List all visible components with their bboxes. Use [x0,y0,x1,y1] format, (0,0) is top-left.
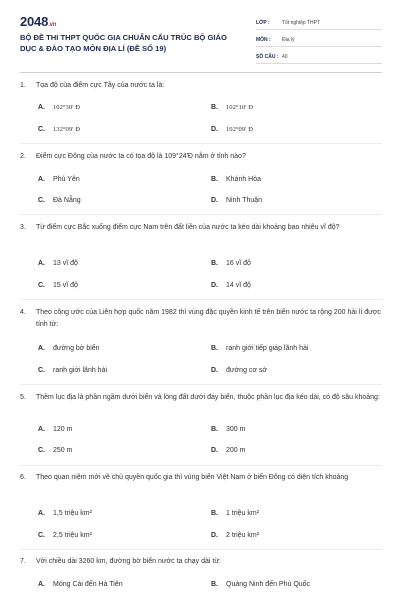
option-text: 15 vĩ độ [53,282,78,289]
meta-subject-value: Địa lý [282,36,295,43]
option-text: 1 triệu km² [226,510,260,517]
option-letter: B. [211,345,218,352]
question-7 [20,556,382,568]
option-text: 2 triệu km² [226,532,260,539]
question-2-option-a[interactable] [38,175,80,185]
meta-count-label: SỐ CÂU : [256,53,279,60]
question-4-option-c[interactable] [38,366,107,376]
option-letter: D. [211,532,218,539]
question-number: 7. [20,558,26,565]
meta-subject-label: MÔN : [256,36,271,43]
option-text: 200 m [226,447,246,454]
meta-class-label: LỚP : [256,19,270,26]
question-text: Theo công ước của Liên hợp quốc năm 1982 thì vùng đặc quyền kinh tế trên biển nước ta rộng 200 hải lí được tính từ: [36,309,381,328]
question-divider [20,549,382,550]
option-letter: B. [211,581,218,588]
question-number: 3. [20,224,26,231]
option-letter: B. [211,104,218,111]
brand-suffix: .vn [48,22,57,28]
option-text: Quảng Ninh đến Phú Quốc [226,581,311,588]
brand-logo[interactable] [20,14,56,29]
option-letter: C. [38,126,45,133]
option-letter: A. [38,426,45,433]
question-divider [20,384,382,385]
option-text: 1,5 triệu km² [53,510,92,517]
option-letter: D. [211,367,218,374]
question-5-option-a[interactable] [38,425,72,435]
question-2-option-c[interactable] [38,196,81,206]
question-3-option-a[interactable] [38,259,78,269]
option-letter: A. [38,260,45,267]
option-text: Khánh Hòa [226,176,262,183]
question-text: Tọa độ của điểm cực Tây của nước ta là: [36,82,165,89]
meta-class-value: Tốt nghiệp THPT [282,19,320,26]
brand-name: 2048 [20,14,49,29]
option-text: đường cơ sở [226,367,268,374]
question-number: 5. [20,394,26,401]
option-letter: B. [211,510,218,517]
option-text: 2,5 triệu km² [53,532,92,539]
option-text: 300 m [226,426,246,433]
question-divider [20,143,382,144]
question-6 [20,472,382,484]
header-divider [20,72,382,73]
question-5 [20,392,382,404]
question-divider [20,299,382,300]
option-letter: D. [211,126,218,133]
meta-class-row [256,16,382,30]
option-letter: D. [211,447,218,454]
question-4 [20,307,382,331]
option-text: 16 vĩ độ [226,260,251,267]
option-text: 102°30′ Đ [53,104,80,111]
question-4-option-b[interactable] [211,344,308,354]
exam-title: BỘ ĐỀ THI THPT QUỐC GIA CHUẨN CẤU TRÚC BỘ GIÁO DỤC & ĐÀO TẠO MÔN ĐỊA LÍ (ĐỀ SỐ 19) [20,33,227,53]
question-7-option-b[interactable] [211,580,310,590]
option-letter: A. [38,581,45,588]
question-3-option-b[interactable] [211,259,251,269]
question-text: Thềm lục địa là phần ngầm dưới biển và lòng đất dưới đáy biển, thuộc phần lục địa kéo dài, có độ sâu khoảng: [36,394,380,401]
exam-meta [256,16,382,67]
meta-count-value: 40 [282,53,288,60]
option-letter: B. [211,176,218,183]
question-1-option-a[interactable] [38,103,80,113]
option-text: 102°09′ Đ [226,126,253,133]
option-letter: A. [38,345,45,352]
exam-header [20,14,382,74]
meta-count-row [256,50,382,64]
question-1 [20,80,382,92]
option-letter: D. [211,282,218,289]
question-1-option-d[interactable] [211,125,253,135]
option-text: 102°10′ Đ [226,104,253,111]
option-letter: C. [38,367,45,374]
meta-subject-row [256,33,382,47]
option-letter: A. [38,176,45,183]
question-1-option-c[interactable] [38,125,80,135]
option-text: ranh giới tiếp giáp lãnh hải [226,345,309,352]
question-4-option-a[interactable] [38,344,100,354]
option-letter: A. [38,104,45,111]
question-4-option-d[interactable] [211,366,267,376]
question-number: 4. [20,309,26,316]
question-5-option-d[interactable] [211,446,245,456]
question-3-option-c[interactable] [38,281,78,291]
option-letter: C. [38,447,45,454]
question-text: Điểm cực Đông của nước ta có tọa độ là 109°24′Đ nằm ở tỉnh nào? [36,153,246,160]
question-number: 6. [20,474,26,481]
question-3 [20,222,382,234]
question-2-option-d[interactable] [211,196,262,206]
option-letter: A. [38,510,45,517]
option-letter: B. [211,426,218,433]
question-2 [20,151,382,163]
question-6-option-c[interactable] [38,531,92,541]
question-3-option-d[interactable] [211,281,251,291]
option-text: 120 m [53,426,73,433]
option-text: 14 vĩ độ [226,282,251,289]
question-5-option-c[interactable] [38,446,72,456]
option-text: đường bờ biển [53,345,100,352]
option-text: 13 vĩ độ [53,260,78,267]
question-6-option-d[interactable] [211,531,259,541]
option-letter: C. [38,532,45,539]
question-divider [20,214,382,215]
question-6-option-a[interactable] [38,509,92,519]
question-divider [20,465,382,466]
question-text: Với chiều dài 3260 km, đường bờ biển nước ta chạy dài từ: [36,558,221,565]
question-number: 1. [20,82,26,89]
option-letter: B. [211,260,218,267]
option-letter: C. [38,197,45,204]
question-6-option-b[interactable] [211,509,259,519]
question-text: Theo quan niệm mới về chủ quyền quốc gia thì vùng biển Việt Nam ở biển Đông có diện tích khoảng [36,474,349,481]
question-5-option-b[interactable] [211,425,245,435]
option-text: Móng Cái đến Hà Tiên [53,581,123,588]
question-2-option-b[interactable] [211,175,261,185]
option-text: Phú Yên [53,176,80,183]
question-number: 2. [20,153,26,160]
option-letter: D. [211,197,218,204]
question-7-option-a[interactable] [38,580,123,590]
question-text: Từ điểm cực Bắc xuống điểm cực Nam trên đất liền của nước ta kéo dài khoảng bao nhiêu vĩ độ? [36,224,340,231]
option-text: Đà Nẵng [53,197,81,204]
question-1-option-b[interactable] [211,103,253,113]
option-text: 250 m [53,447,73,454]
option-text: 132°09′ Đ [53,126,80,133]
option-letter: C. [38,282,45,289]
option-text: ranh giới lãnh hải [53,367,108,374]
option-text: Ninh Thuận [226,197,263,204]
